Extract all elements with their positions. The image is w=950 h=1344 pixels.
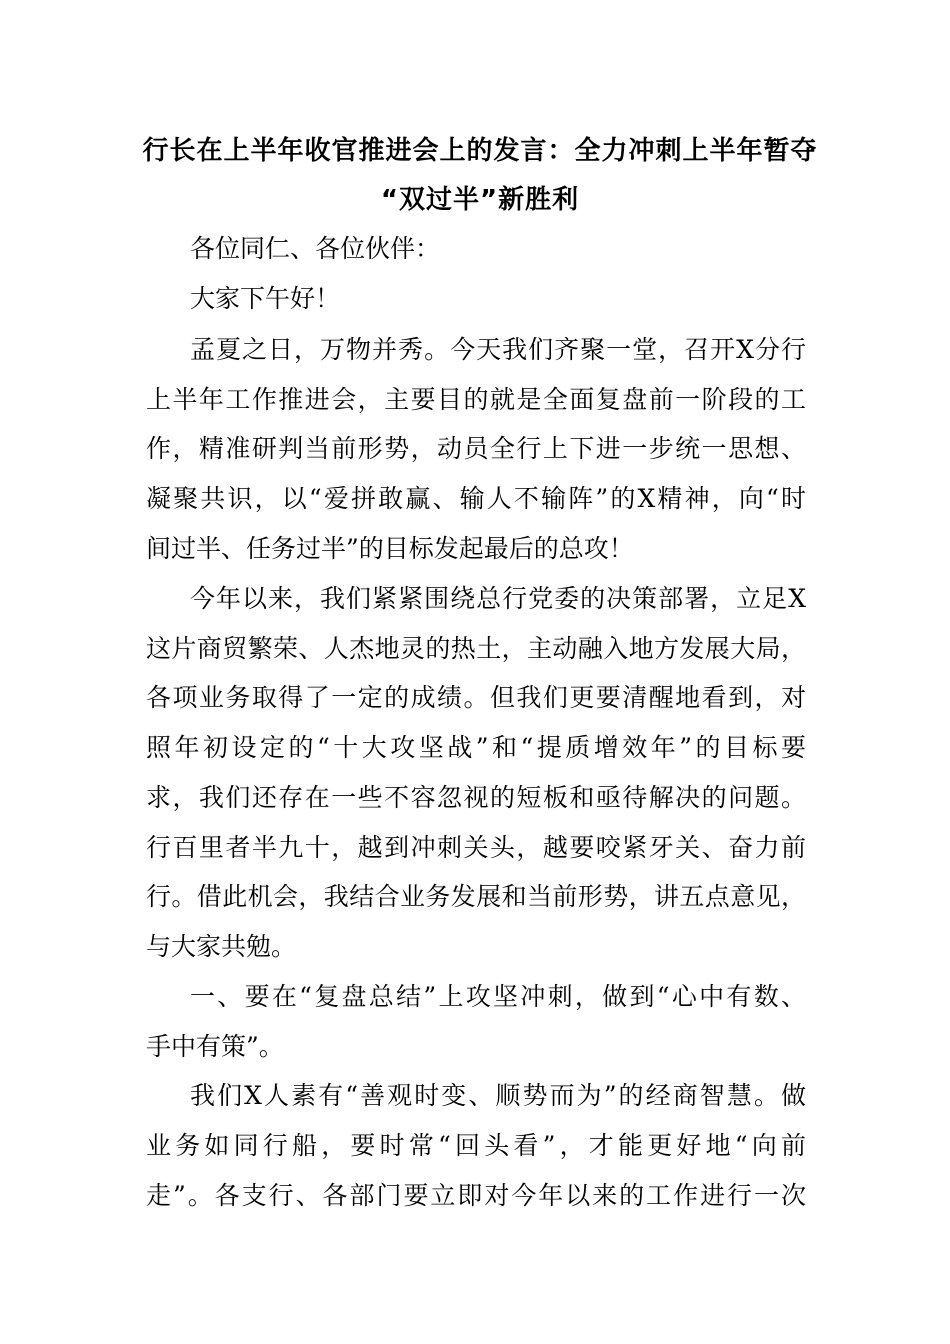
paragraph-line: 行。借此机会，我结合业务发展和当前形势，讲五点意见， <box>146 882 806 911</box>
paragraph-line: 照年初设定的“十大攻坚战”和“提质增效年”的目标要 <box>146 733 806 762</box>
paragraph-line: 我们X人素有“善观时变、顺势而为”的经商智慧。做 <box>190 1081 806 1110</box>
paragraph-line: 各项业务取得了一定的成绩。但我们更要清醒地看到，对 <box>146 683 806 712</box>
document-title-line-2: “双过半”新胜利 <box>380 185 580 215</box>
paragraph-line: 凝聚共识，以“爱拼敢赢、输人不输阵”的X精神，向“时 <box>146 484 806 513</box>
greeting: 大家下午好！ <box>190 284 341 313</box>
paragraph-line: 行百里者半九十，越到冲刺关头，越要咬紧牙关、奋力前 <box>146 833 806 862</box>
paragraph-line: 上半年工作推进会，主要目的就是全面复盘前一阶段的工 <box>146 385 806 414</box>
section-heading-line: 一、要在“复盘总结”上攻坚冲刺，做到“心中有数、 <box>190 982 806 1011</box>
paragraph-line: 作，精准研判当前形势，动员全行上下进一步统一思想、 <box>146 434 806 463</box>
paragraph-line: 间过半、任务过半”的目标发起最后的总攻！ <box>146 534 634 563</box>
paragraph-line: 这片商贸繁荣、人杰地灵的热土，主动融入地方发展大局， <box>146 634 806 663</box>
paragraph-line: 孟夏之日，万物并秀。今天我们齐聚一堂，召开X分行 <box>190 335 806 364</box>
paragraph-line: 求，我们还存在一些不容忽视的短板和亟待解决的问题。 <box>146 783 806 812</box>
paragraph-line: 今年以来，我们紧紧围绕总行党委的决策部署，立足X <box>190 584 806 613</box>
paragraph-line: 与大家共勉。 <box>146 932 297 961</box>
paragraph-line: 业务如同行船，要时常“回头看”，才能更好地“向前 <box>146 1131 806 1160</box>
section-heading-line: 手中有策”。 <box>146 1032 284 1061</box>
salutation: 各位同仁、各位伙伴： <box>190 234 441 263</box>
document-title-line-1: 行长在上半年收官推进会上的发言：全力冲刺上半年暂夺 <box>142 136 818 166</box>
paragraph-line: 走”。各支行、各部门要立即对今年以来的工作进行一次 <box>146 1181 806 1210</box>
